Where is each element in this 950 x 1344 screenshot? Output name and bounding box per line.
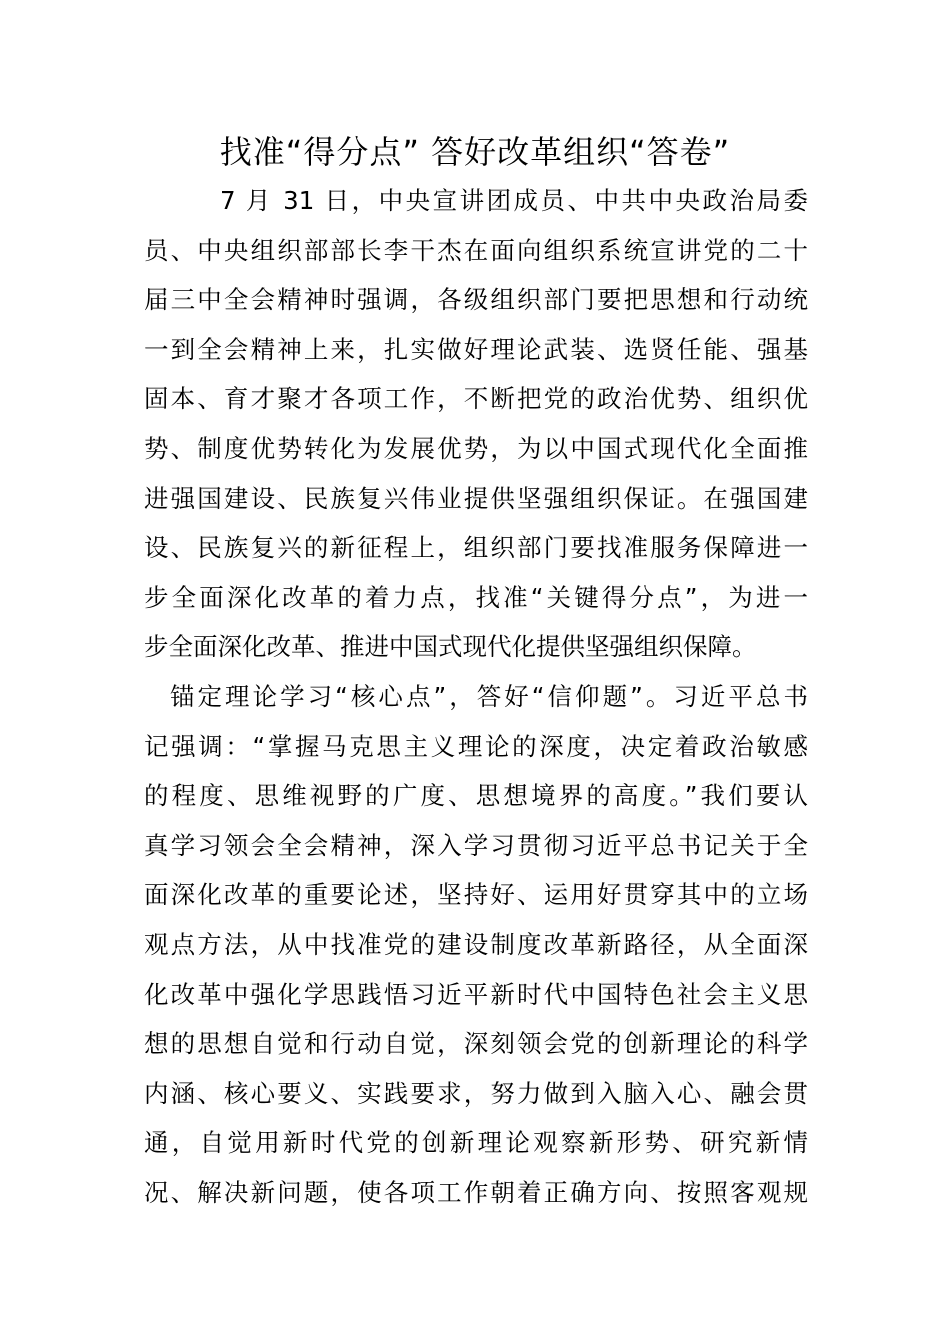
paragraph-1-line-10: 步全面深化改革、推进中国式现代化提供坚强组织保障。 [144,632,757,662]
paragraph-1-line-3: 届三中全会精神时强调，各级组织部门要把思想和行动统 [144,285,808,315]
paragraph-2-line-9: 内涵、核心要义、实践要求，努力做到入脑入心、融会贯 [144,1078,808,1108]
paragraph-1-line-5: 固本、育才聚才各项工作，不断把党的政治优势、组织优 [144,384,808,414]
paragraph-1-line-8: 设、民族复兴的新征程上，组织部门要找准服务保障进一 [144,533,808,563]
paragraph-1-line-6: 势、制度优势转化为发展优势，为以中国式现代化全面推 [144,433,808,463]
paragraph-2-line-2: 记强调：“掌握马克思主义理论的深度，决定着政治敏感 [144,731,808,761]
paragraph-2-line-10: 通，自觉用新时代党的创新理论观察新形势、研究新情 [144,1128,808,1158]
paragraph-2-line-4: 真学习领会全会精神，深入学习贯彻习近平总书记关于全 [144,830,808,860]
paragraph-2-line-1: 锚定理论学习“核心点”，答好“信仰题”。习近平总书 [170,681,808,711]
paragraph-2-line-5: 面深化改革的重要论述，坚持好、运用好贯穿其中的立场 [144,880,808,910]
paragraph-1-line-7: 进强国建设、民族复兴伟业提供坚强组织保证。在强国建 [144,483,808,513]
document-body [144,176,808,1217]
paragraph-1-line-2: 员、中央组织部部长李干杰在面向组织系统宣讲党的二十 [144,235,808,265]
paragraph-2-line-8: 想的思想自觉和行动自觉，深刻领会党的创新理论的科学 [144,1029,808,1059]
paragraph-1-line-4: 一到全会精神上来，扎实做好理论武装、选贤任能、强基 [144,334,808,364]
paragraph-1-line-9: 步全面深化改革的着力点，找准“关键得分点”，为进一 [144,582,808,612]
paragraph-2-line-6: 观点方法，从中找准党的建设制度改革新路径，从全面深 [144,929,808,959]
paragraph-2-line-7: 化改革中强化学思践悟习近平新时代中国特色社会主义思 [144,979,808,1009]
document-title: 找准“得分点” 答好改革组织“答卷” [219,133,731,171]
paragraph-2-line-11: 况、解决新问题，使各项工作朝着正确方向、按照客观规 [144,1177,808,1207]
paragraph-1-line-1: 7 月 31 日，中央宣讲团成员、中共中央政治局委 [220,186,808,215]
paragraph-2-line-3: 的程度、思维视野的广度、思想境界的高度。”我们要认 [144,781,808,811]
